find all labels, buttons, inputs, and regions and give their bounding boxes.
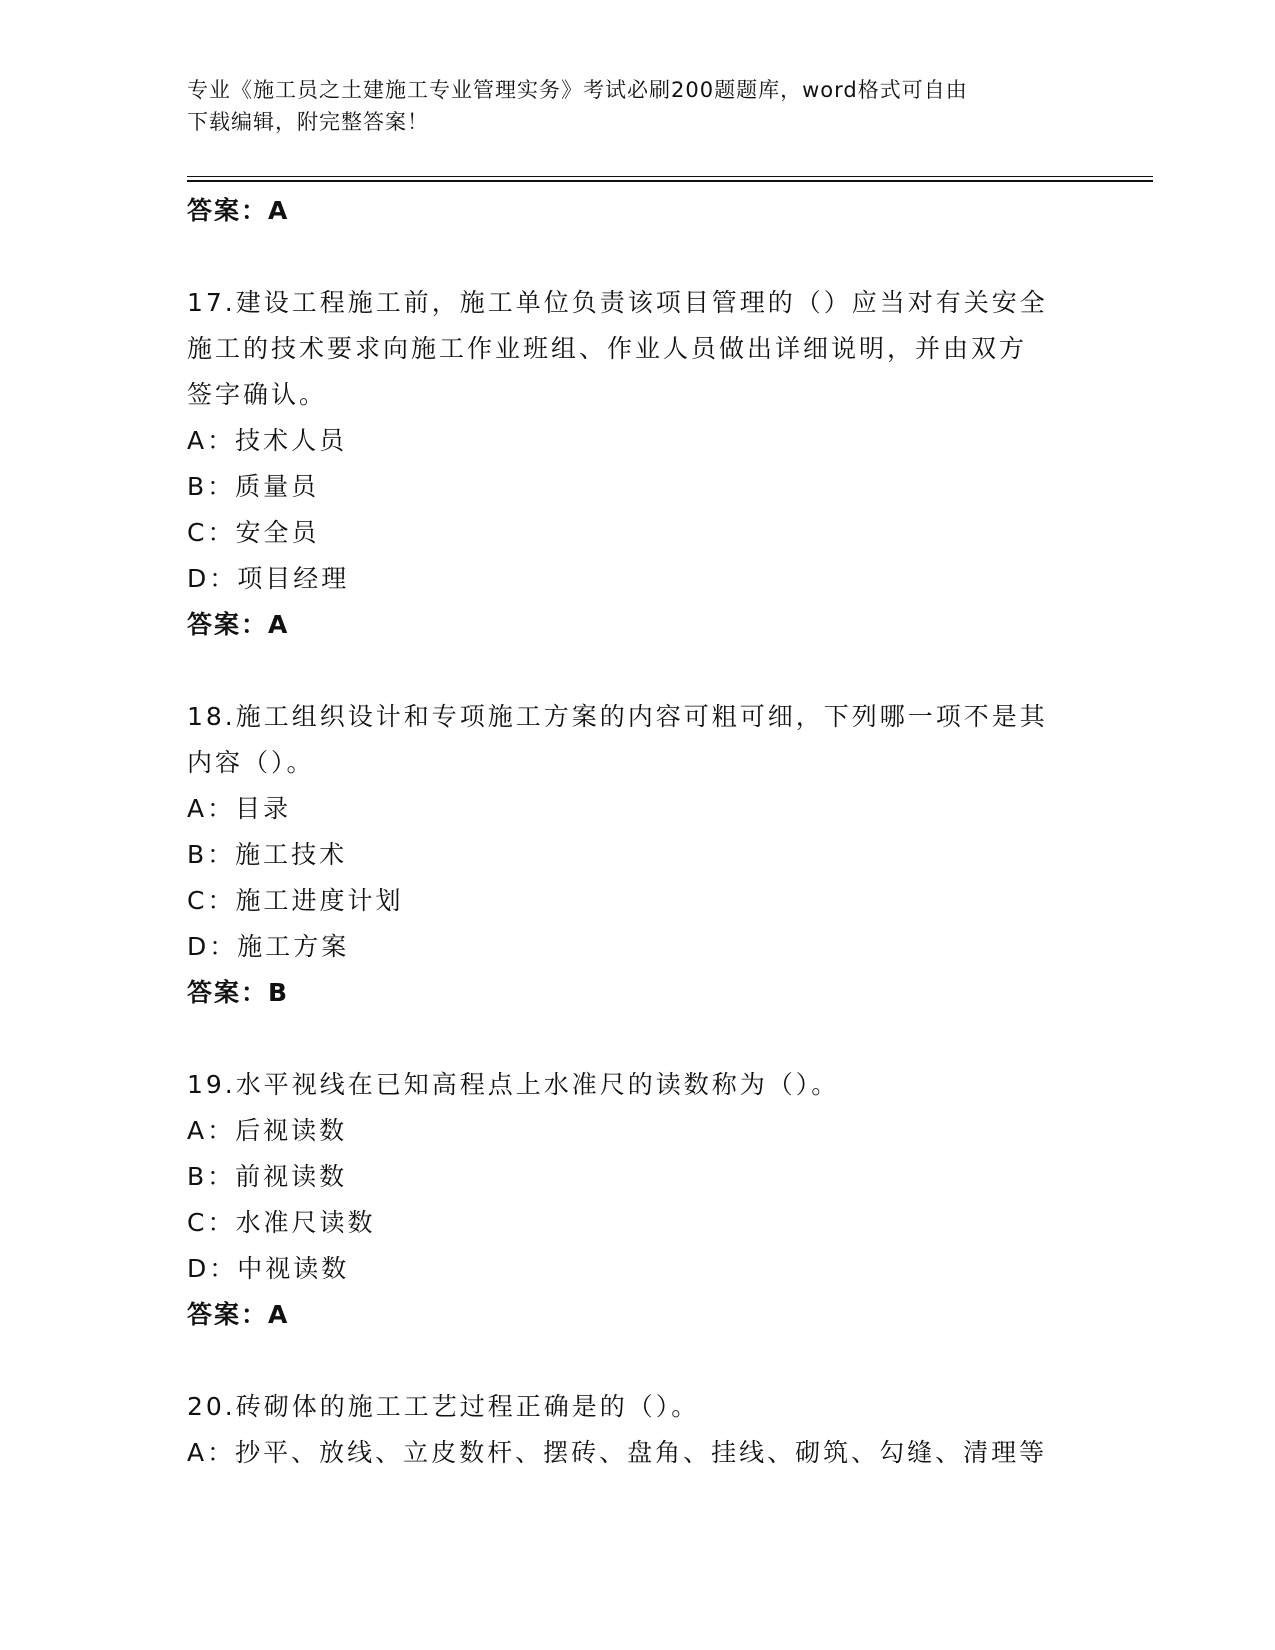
question-17-option-d: D：项目经理: [187, 564, 350, 593]
question-17: [187, 280, 1087, 648]
spacer: [187, 234, 1087, 280]
question-18-option-d: D：施工方案: [187, 932, 350, 961]
header-rule-thick: [187, 180, 1153, 182]
page-header: [187, 74, 1067, 138]
question-17-option-a: A：技术人员: [187, 426, 348, 455]
question-18-option-a: A：目录: [187, 794, 292, 823]
header-line-1: 专业《施工员之土建施工专业管理实务》考试必刷200题题库，word格式可自由: [187, 78, 968, 102]
previous-answer: 答案：A: [187, 196, 290, 225]
question-20-line-1: 20.砖砌体的施工工艺过程正确是的（）。: [187, 1392, 700, 1421]
question-19-answer: 答案：A: [187, 1300, 290, 1329]
question-18-option-c: C：施工进度计划: [187, 886, 404, 915]
spacer: [187, 1338, 1087, 1384]
question-19-option-b: B：前视读数: [187, 1162, 348, 1191]
question-17-line-1: 17.建设工程施工前，施工单位负责该项目管理的（）应当对有关安全: [187, 288, 1048, 317]
question-17-option-b: B：质量员: [187, 472, 320, 501]
question-list: [187, 188, 1087, 1476]
question-19-option-c: C：水准尺读数: [187, 1208, 376, 1237]
question-18-option-b: B：施工技术: [187, 840, 348, 869]
question-19-option-a: A：后视读数: [187, 1116, 348, 1145]
question-17-line-3: 签字确认。: [187, 380, 328, 409]
question-20-option-a: A：抄平、放线、立皮数杆、摆砖、盘角、挂线、砌筑、勾缝、清理等: [187, 1438, 1048, 1467]
header-rule-thin: [187, 176, 1153, 177]
question-17-option-c: C：安全员: [187, 518, 320, 547]
spacer: [187, 648, 1087, 694]
question-17-line-2: 施工的技术要求向施工作业班组、作业人员做出详细说明，并由双方: [187, 334, 1028, 363]
question-19-line-1: 19.水平视线在已知高程点上水准尺的读数称为（）。: [187, 1070, 840, 1099]
question-18-answer: 答案：B: [187, 978, 290, 1007]
question-17-answer: 答案：A: [187, 610, 290, 639]
header-line-2: 下载编辑，附完整答案！: [187, 110, 429, 134]
question-18-line-1: 18.施工组织设计和专项施工方案的内容可粗可细，下列哪一项不是其: [187, 702, 1048, 731]
question-18: [187, 694, 1087, 1016]
question-19: [187, 1062, 1087, 1338]
question-19-option-d: D：中视读数: [187, 1254, 350, 1283]
spacer: [187, 1016, 1087, 1062]
question-18-line-2: 内容（）。: [187, 748, 315, 777]
question-20: [187, 1384, 1087, 1476]
